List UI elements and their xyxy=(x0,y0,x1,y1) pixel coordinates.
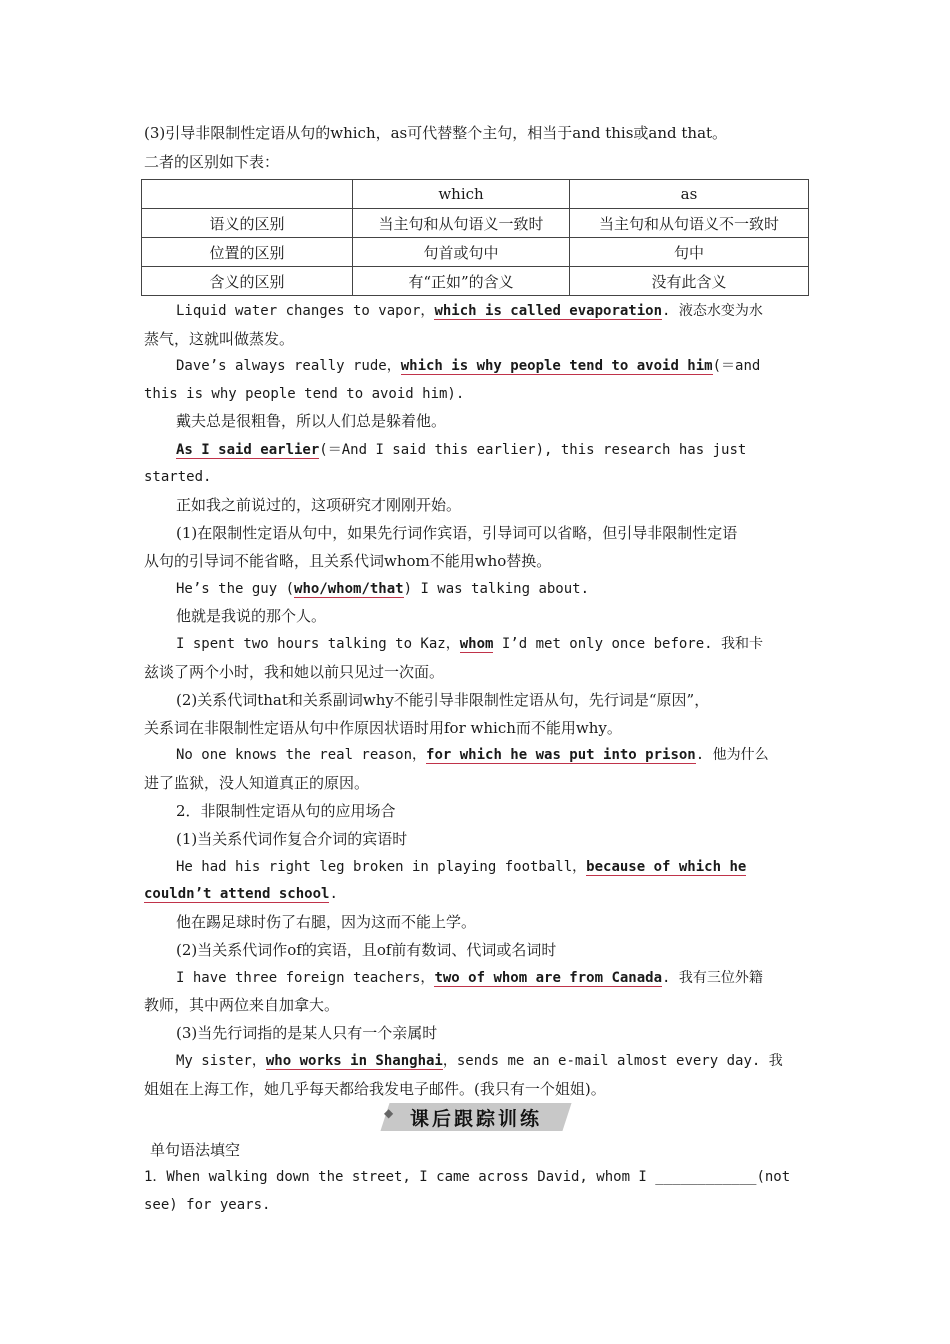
note-1-example-cn: 他就是我说的那个人。 xyxy=(176,607,327,625)
example-text: . xyxy=(329,886,338,902)
example-keyphrase: couldn’t attend school xyxy=(144,886,330,902)
example-1 xyxy=(176,301,808,321)
note-2-line-2: 关系词在非限制性定语从句中作原因状语时用for which而不能用why。 xyxy=(144,719,622,737)
example-2-cont: this is why people tend to avoid him). xyxy=(144,386,465,402)
table-header-cell xyxy=(142,180,353,209)
comparison-table xyxy=(141,179,809,296)
example-keyphrase: which is called evaporation xyxy=(434,303,663,319)
example-keyphrase: for which he was put into prison xyxy=(426,747,696,763)
note-1-line-2: 从句的引导词不能省略，且关系代词whom不能用who替换。 xyxy=(144,552,552,570)
section-banner-title: 课后跟踪训练 xyxy=(409,1108,542,1130)
example-text: ，sends me an e-mail almost every day. 我 xyxy=(442,1053,783,1069)
table-cell: 句首或句中 xyxy=(353,238,570,267)
section-2-item-1-example xyxy=(176,857,808,877)
exercise-question-1-cont: see) for years. xyxy=(144,1197,271,1213)
exercise-heading: 单句语法填空 xyxy=(150,1141,241,1159)
note-2-example xyxy=(176,745,808,765)
table-row xyxy=(142,209,809,238)
example-text: (＝and xyxy=(712,358,761,374)
example-3 xyxy=(176,440,808,460)
example-1-cont: 蒸气，这就叫做蒸发。 xyxy=(144,330,295,348)
section-2-item-1-example-cont xyxy=(144,884,808,904)
section-2-item-3-example xyxy=(176,1051,808,1071)
note-1-example xyxy=(176,579,808,599)
example-keyphrase: two of whom are from Canada xyxy=(434,970,663,986)
note-2-line-1: (2)关系代词that和关系副词why不能引导非限制性定语从句，先行词是“原因”， xyxy=(176,691,710,709)
section-2-item-2: (2)当关系代词作of的宾语，且of前有数词、代词或名词时 xyxy=(176,941,557,959)
section-2-item-3: (3)当先行词指的是某人只有一个亲属时 xyxy=(176,1024,438,1042)
example-text: . 他为什么 xyxy=(695,747,769,763)
table-row xyxy=(142,267,809,296)
example-keyphrase: As I said earlier xyxy=(176,442,320,458)
example-3-cn: 正如我之前说过的，这项研究才刚刚开始。 xyxy=(176,496,462,514)
exercise-question-1: 1．When walking down the street, I came across David, whom I ____________(not xyxy=(144,1169,791,1185)
table-cell: 没有此含义 xyxy=(570,267,809,296)
note-2-example-cont: 进了监狱，没人知道真正的原因。 xyxy=(144,774,370,792)
table-cell: 语义的区别 xyxy=(142,209,353,238)
example-text: Dave’s always really rude， xyxy=(176,358,401,374)
intro-line-1: (3)引导非限制性定语从句的which，as可代替整个主句，相当于and this或and that。 xyxy=(144,124,728,142)
example-text: (＝And I said this earlier), this research has just xyxy=(319,442,747,458)
table-cell: 当主句和从句语义不一致时 xyxy=(570,209,809,238)
section-2-item-1-cn: 他在踢足球时伤了右腿，因为这而不能上学。 xyxy=(176,913,477,931)
example-text: . 液态水变为水 xyxy=(662,303,763,319)
example-keyphrase: who/whom/that xyxy=(294,581,404,597)
table-header-cell: which xyxy=(353,180,570,209)
example-text: I have three foreign teachers， xyxy=(176,970,435,986)
example-2-cn: 戴夫总是很粗鲁，所以人们总是躲着他。 xyxy=(176,412,447,430)
example-text: My sister， xyxy=(176,1053,266,1069)
section-2-item-2-example xyxy=(176,968,808,988)
section-2-title: 2．非限制性定语从句的应用场合 xyxy=(176,802,396,820)
section-2-item-1: (1)当关系代词作复合介词的宾语时 xyxy=(176,830,408,848)
example-text: No one knows the real reason， xyxy=(176,747,427,763)
example-text: . 我有三位外籍 xyxy=(662,970,763,986)
table-header-row xyxy=(142,180,809,209)
example-text: ) I was talking about. xyxy=(403,581,590,597)
example-keyphrase: because of which he xyxy=(586,859,747,875)
table-row xyxy=(142,238,809,267)
table-cell: 句中 xyxy=(570,238,809,267)
section-2-item-3-example-cont: 姐姐在上海工作，她几乎每天都给我发电子邮件。(我只有一个姐姐)。 xyxy=(144,1080,606,1098)
note-1-line-1: (1)在限制性定语从句中，如果先行词作宾语，引导词可以省略，但引导非限制性定语 xyxy=(176,524,738,542)
table-cell: 当主句和从句语义一致时 xyxy=(353,209,570,238)
example-text: I spent two hours talking to Kaz， xyxy=(176,636,460,652)
example-keyphrase: who works in Shanghai xyxy=(265,1053,443,1069)
note-1-example-2-cont: 兹谈了两个小时，我和她以前只见过一次面。 xyxy=(144,663,445,681)
example-2 xyxy=(176,356,808,376)
section-2-item-2-example-cont: 教师，其中两位来自加拿大。 xyxy=(144,996,340,1014)
banner-decoration-icon: ◆ xyxy=(384,1106,394,1120)
table-cell: 位置的区别 xyxy=(142,238,353,267)
example-text: Liquid water changes to vapor， xyxy=(176,303,435,319)
table-cell: 有“正如”的含义 xyxy=(353,267,570,296)
intro-line-2: 二者的区别如下表： xyxy=(144,153,280,171)
note-1-example-2 xyxy=(176,634,808,654)
example-text: He’s the guy ( xyxy=(176,581,295,597)
table-header-cell: as xyxy=(570,180,809,209)
example-text: I’d met only once before. 我和卡 xyxy=(493,636,764,652)
example-3-cont: started. xyxy=(144,469,212,485)
example-keyphrase: whom xyxy=(459,636,494,652)
example-keyphrase: which is why people tend to avoid him xyxy=(400,358,713,374)
table-cell: 含义的区别 xyxy=(142,267,353,296)
example-text: He had his right leg broken in playing football， xyxy=(176,859,587,875)
